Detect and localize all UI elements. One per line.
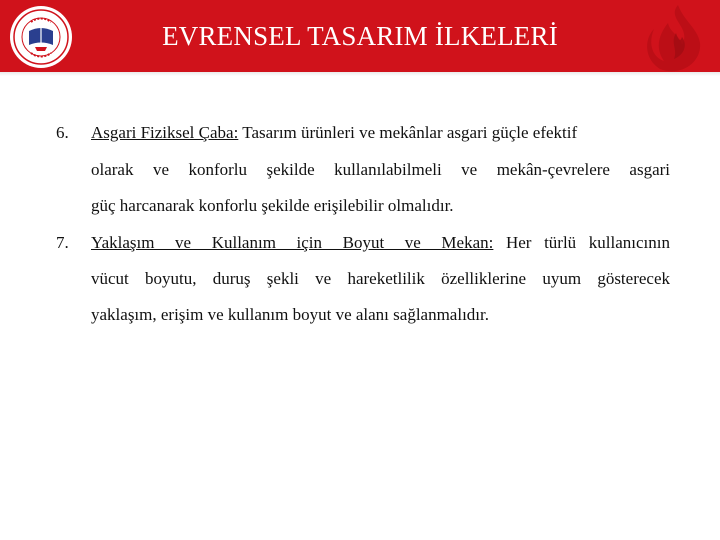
item-number: 7.	[56, 233, 69, 252]
header-bar	[0, 0, 720, 72]
list-item	[56, 123, 676, 223]
list-item	[56, 233, 676, 333]
item-term: Yaklaşım ve Kullanım için Boyut ve Mekan:	[91, 233, 494, 252]
item-line: olarak ve konforlu şekilde kullanılabilmeli ve mekân-çevrelere asgari	[91, 160, 670, 179]
item-number: 6.	[56, 123, 69, 142]
item-term: Asgari Fiziksel Çaba:	[91, 123, 239, 142]
item-line	[91, 123, 577, 143]
item-line: güç harcanarak konforlu şekilde erişilebilir olmalıdır.	[91, 196, 454, 215]
item-line: yaklaşım, erişim ve kullanım boyut ve alanı sağlanmalıdır.	[91, 305, 489, 324]
item-text: Tasarım ürünleri ve mekânlar asgari güçle efektif	[238, 123, 578, 142]
item-line	[91, 233, 670, 253]
item-line: vücut boyutu, duruş şekli ve hareketlilik özelliklerine uyum gösterecek	[91, 269, 670, 288]
page-title: EVRENSEL TASARIM İLKELERİ	[162, 21, 558, 51]
flame-icon	[640, 3, 710, 72]
item-text: Her türlü kullanıcının	[493, 233, 670, 252]
header-shadow	[0, 72, 720, 76]
